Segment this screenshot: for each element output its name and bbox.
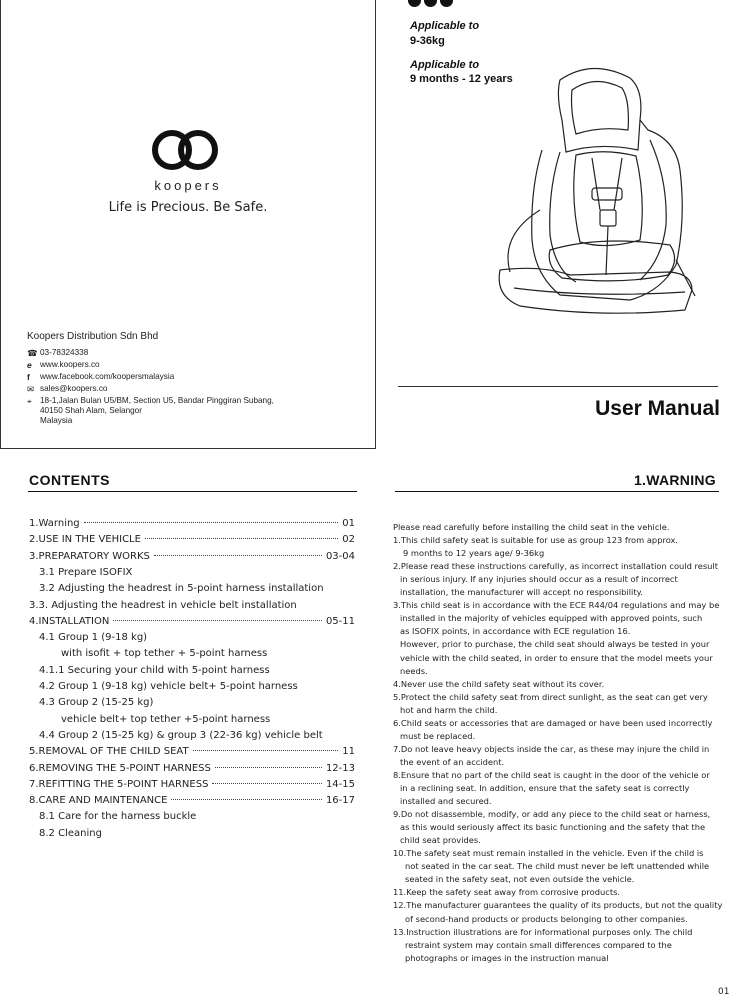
- warning-line: Please read carefully before installing the child seat in the vehicle.: [393, 522, 670, 532]
- warning-line: needs.: [400, 665, 428, 676]
- warning-line: 6.Child seats or accessories that are damaged or have been used incorrectly: [393, 717, 713, 728]
- warning-line: 9.Do not disassemble, modify, or add any piece to the child seat or harness,: [393, 809, 711, 820]
- weight-label: Applicable to: [410, 20, 480, 32]
- toc-leader: [193, 750, 339, 751]
- toc-item: [29, 551, 355, 567]
- toc-leader: [171, 799, 322, 800]
- contact-text: 18-1,Jalan Bulan U5/BM, Section U5, Bandar Pinggiran Subang, 40150 Shah Alam, Selangor Malaysia: [40, 396, 274, 425]
- toc-item: [29, 697, 355, 713]
- warning-line: installation, the manufacturer will accept no responsibility.: [400, 587, 643, 598]
- warning-line: installed in the majority of vehicles equipped with approved points, such: [400, 613, 703, 624]
- warning-line: in a reclining seat. In addition, ensure that the safety seat is correctly: [400, 783, 690, 793]
- toc-item: [29, 648, 355, 664]
- toc-item: [29, 583, 355, 599]
- toc-item: [29, 600, 355, 616]
- toc-page: 01: [342, 518, 355, 529]
- toc-label: 4.3 Group 2 (15-25 kg): [39, 697, 154, 709]
- warning-line: the event of an accident.: [400, 756, 505, 767]
- toc-label: 8.2 Cleaning: [39, 827, 102, 839]
- toc-label: 8.1 Care for the harness buckle: [39, 811, 197, 823]
- toc-page: 03-04: [325, 550, 355, 562]
- contact-email: [27, 384, 107, 394]
- toc-leader: [154, 555, 322, 556]
- warning-line: 8.Ensure that no part of the child seat is caught in the door of the vehicle or: [393, 769, 710, 780]
- age-label: Applicable to: [410, 59, 480, 71]
- toc-label: 3.3. Adjusting the headrest in vehicle belt installation: [29, 599, 297, 611]
- toc-label: 3.2 Adjusting the headrest in 5-point harness installation: [39, 583, 324, 595]
- warning-line: as ISOFIX points, in accordance with ECE regulation 16.: [400, 626, 631, 637]
- warning-line: 5.Protect the child safety seat from direct sunlight, as the seat can get very: [393, 691, 708, 702]
- warning-line: photographs or images in the instruction manual: [405, 952, 609, 963]
- toc-label: 2.USE IN THE VEHICLE: [29, 534, 141, 546]
- warning-line: installed and secured.: [400, 796, 492, 807]
- toc-item: [29, 811, 355, 827]
- location-icon: ⌖: [27, 396, 32, 406]
- koopers-logo: [150, 128, 220, 172]
- warning-line: not seated in the car seat. The child must never be left unattended while: [405, 861, 710, 872]
- contact-address: [27, 396, 274, 426]
- warning-line: 1.This child safety seat is suitable for use as group 123 from approx.: [393, 535, 679, 546]
- contact-facebook: [27, 372, 174, 382]
- toc-item: [29, 681, 355, 697]
- contact-text: www.koopers.co: [40, 360, 100, 369]
- warning-line: 4.Never use the child safety seat without its cover.: [393, 678, 605, 689]
- title-rule: [398, 386, 718, 387]
- warning-line: 9 months to 12 years age/ 9-36kg: [403, 548, 545, 559]
- toc-leader: [113, 620, 322, 621]
- toc-page: 05-11: [325, 615, 355, 627]
- contact-text: www.facebook.com/koopersmalaysia: [40, 372, 175, 381]
- phone-icon: ☎: [27, 348, 38, 358]
- weight-value: 9-36kg: [410, 35, 445, 47]
- mail-icon: ✉: [27, 384, 35, 394]
- toc-item: [29, 730, 355, 746]
- toc-label: 6.REMOVING THE 5-POINT HARNESS: [29, 762, 211, 774]
- contact-text: sales@koopers.co: [40, 384, 108, 393]
- toc-item: [29, 763, 355, 779]
- contents-heading: CONTENTS: [29, 472, 110, 488]
- toc-page: 12-13: [325, 762, 355, 774]
- toc-page: 16-17: [325, 795, 355, 807]
- toc-page: 11: [342, 746, 355, 758]
- toc-item: [29, 518, 355, 534]
- toc-label: 4.2 Group 1 (9-18 kg) vehicle belt+ 5-point harness: [39, 681, 298, 692]
- contact-web: [27, 360, 100, 370]
- warning-line: 3.This child seat is in accordance with the ECE R44/04 regulations and may be: [393, 600, 720, 611]
- toc-label: 7.REFITTING THE 5-POINT HARNESS: [29, 778, 209, 790]
- toc-label: 4.4 Group 2 (15-25 kg) & group 3 (22-36 kg) vehicle belt: [39, 729, 323, 741]
- toc-item: [29, 534, 355, 550]
- contents-rule: [28, 491, 357, 492]
- warning-line: vehicle with the child seated, in order to ensure that the model meets your: [400, 652, 713, 663]
- toc-label: 4.1.1 Securing your child with 5-point harness: [39, 664, 270, 676]
- page-number: 01: [718, 987, 730, 997]
- toc-item: [29, 567, 355, 583]
- toc-item: [29, 632, 355, 648]
- toc-label: 4.1 Group 1 (9-18 kg): [39, 632, 148, 644]
- car-seat-illustration: [480, 60, 710, 320]
- cert-icon: [440, 0, 453, 7]
- toc-item: [29, 746, 355, 762]
- toc-label: vehicle belt+ top tether +5-point harness: [61, 713, 271, 725]
- certification-icons: [408, 0, 456, 12]
- warning-line: seated in the safety seat, not even outside the vehicle.: [405, 874, 635, 885]
- warning-line: 12.The manufacturer guarantees the quality of its products, but not the quality: [393, 900, 723, 911]
- toc-page: 02: [342, 534, 355, 546]
- warning-line: child seat provides.: [400, 835, 481, 846]
- toc-leader: [145, 538, 338, 539]
- web-icon: e: [27, 360, 32, 370]
- toc-label: with isofit + top tether + 5-point harness: [61, 648, 268, 660]
- warning-line: as this would seriously affect its basic functioning and the safety that the: [400, 822, 706, 833]
- warning-line: restraint system may contain small differences compared to the: [405, 939, 672, 950]
- warning-line: However, prior to purchase, the child seat should always be tested in your: [400, 639, 710, 650]
- toc-leader: [212, 783, 322, 784]
- toc-item: [29, 616, 355, 632]
- toc-page: 14-15: [325, 778, 355, 790]
- contact-phone: [27, 348, 88, 358]
- manual-title: User Manual: [595, 397, 720, 420]
- toc-item: [29, 714, 355, 730]
- toc-leader: [84, 522, 339, 523]
- warning-line: 7.Do not leave heavy objects inside the car, as these may injure the child in: [393, 743, 710, 754]
- brand-name: koopers: [154, 178, 222, 193]
- warning-line: must be replaced.: [400, 730, 476, 741]
- toc-label: 4.INSTALLATION: [29, 615, 110, 627]
- toc-item: [29, 795, 355, 811]
- warning-rule: [395, 491, 719, 492]
- warning-heading: 1.WARNING: [633, 472, 716, 488]
- toc-label: 8.CARE AND MAINTENANCE: [29, 795, 168, 807]
- warning-line: 13.Instruction illustrations are for informational purposes only. The child: [393, 926, 693, 937]
- warning-line: 2.Please read these instructions carefully, as incorrect installation could result: [393, 561, 718, 572]
- toc-item: [29, 779, 355, 795]
- warning-line: 11.Keep the safety seat away from corrosive products.: [393, 887, 621, 898]
- company-name: Koopers Distribution Sdn Bhd: [27, 331, 159, 342]
- tagline: Life is Precious. Be Safe.: [108, 200, 268, 215]
- toc-label: 3.PREPARATORY WORKS: [29, 550, 150, 562]
- contact-text: 03-78324338: [40, 348, 89, 357]
- facebook-icon: f: [27, 372, 30, 382]
- toc-label: 1.Warning: [29, 518, 80, 529]
- age-value: 9 months - 12 years: [410, 73, 513, 85]
- toc-label: 3.1 Prepare ISOFIX: [39, 566, 133, 578]
- warning-line: of second-hand products or products belonging to other companies.: [405, 913, 688, 924]
- toc-label: 5.REMOVAL OF THE CHILD SEAT: [29, 746, 189, 758]
- warning-line: hot and harm the child.: [400, 704, 498, 715]
- toc-item: [29, 828, 355, 844]
- toc-leader: [215, 767, 322, 768]
- cert-icon: [424, 0, 437, 7]
- toc-item: [29, 665, 355, 681]
- warning-line: 10.The safety seat must remain installed in the vehicle. Even if the child is: [393, 848, 704, 859]
- cert-icon: [408, 0, 421, 7]
- warning-line: in serious injury. If any injuries should occur as a result of incorrect: [400, 574, 678, 585]
